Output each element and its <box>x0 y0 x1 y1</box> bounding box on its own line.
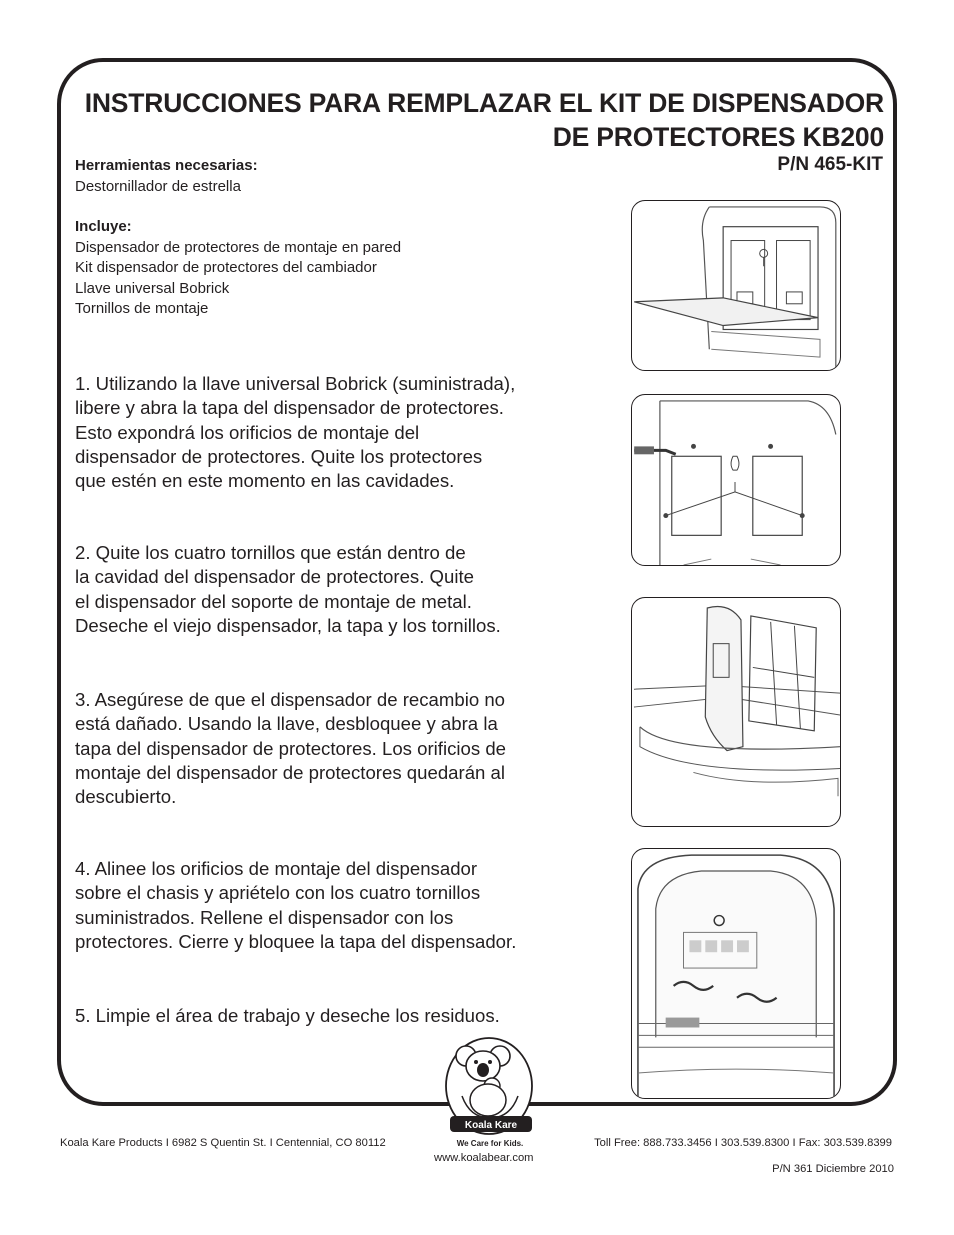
step-line: 5. Limpie el área de trabajo y deseche los residuos. <box>75 1005 500 1026</box>
closed-dispenser-illustration <box>632 849 840 1098</box>
step-5 <box>75 1004 575 1028</box>
title-line-1: INSTRUCCIONES PARA REMPLAZAR EL KIT DE DISPENSADOR <box>84 88 884 118</box>
step-line: sobre el chasis y apriételo con los cuatro tornillos <box>75 882 481 904</box>
footer-doc-number: P/N 361 Diciembre 2010 <box>772 1163 894 1175</box>
step-line: 1. Utilizando la llave universal Bobrick (suministrada), <box>75 373 516 394</box>
includes-heading: Incluye: <box>75 218 132 235</box>
step-line: 3. Asegúrese de que el dispensador de recambio no <box>75 689 506 710</box>
figure-side-view <box>631 597 841 827</box>
includes-section <box>75 217 401 320</box>
footer-website[interactable]: www.koalabear.com <box>434 1152 534 1164</box>
mounting-screws-illustration <box>632 395 840 565</box>
includes-item: Tornillos de montaje <box>75 300 209 317</box>
step-line: que estén en este momento en las cavidades. <box>75 470 455 492</box>
step-1 <box>75 372 575 493</box>
step-4 <box>75 857 575 954</box>
side-view-illustration <box>632 598 840 826</box>
step-line: está dañado. Usando la llave, desbloquee y abra la <box>75 713 498 735</box>
includes-item: Llave universal Bobrick <box>75 279 230 297</box>
logo-tagline-text: We Care for Kids. <box>456 1139 524 1148</box>
step-line: 4. Alinee los orificios de montaje del dispensador <box>75 858 478 879</box>
page-title <box>64 86 884 154</box>
open-dispenser-illustration <box>632 201 840 370</box>
step-line: montaje del dispensador de protectores quedarán al <box>75 761 506 783</box>
step-line: dispensador de protectores. Quite los protectores <box>75 445 483 467</box>
step-line: descubierto. <box>75 786 177 808</box>
includes-item: Kit dispensador de protectores del cambiador <box>75 259 377 276</box>
step-line: libere y abra la tapa del dispensador de protectores. <box>75 397 504 419</box>
tools-item: Destornillador de estrella <box>75 177 241 195</box>
includes-item: Dispensador de protectores de montaje en pared <box>75 238 402 256</box>
step-2 <box>75 541 575 638</box>
tools-section <box>75 156 258 197</box>
step-line: Deseche el viejo dispensador, la tapa y los tornillos. <box>75 614 501 636</box>
figure-open-dispenser <box>631 200 841 371</box>
footer-address: Koala Kare Products I 6982 S Quentin St. I Centennial, CO 80112 <box>60 1137 386 1149</box>
title-line-2: DE PROTECTORES KB200 <box>552 122 884 152</box>
tools-heading: Herramientas necesarias: <box>75 157 258 174</box>
footer-phone: Toll Free: 888.733.3456 I 303.539.8300 I Fax: 303.539.8399 <box>594 1137 892 1149</box>
step-line: la cavidad del dispensador de protectores. Quite <box>75 566 474 588</box>
step-line: Esto expondrá los orificios de montaje del <box>75 421 420 443</box>
figure-closed-dispenser <box>631 848 841 1099</box>
step-line: suministrados. Rellene el dispensador con los <box>75 906 454 928</box>
koala-logo-icon <box>440 1034 540 1154</box>
step-3 <box>75 688 575 809</box>
koala-kare-logo <box>440 1034 540 1154</box>
step-line: tapa del dispensador de protectores. Los orificios de <box>75 737 507 759</box>
step-line: 2. Quite los cuatro tornillos que están dentro de <box>75 542 466 563</box>
figure-mounting-screws <box>631 394 841 566</box>
logo-brand-text: Koala Kare <box>464 1120 518 1131</box>
step-line: protectores. Cierre y bloquee la tapa del dispensador. <box>75 930 517 952</box>
step-line: el dispensador del soporte de montaje de metal. <box>75 590 472 612</box>
part-number: P/N 465-KIT <box>777 154 883 175</box>
